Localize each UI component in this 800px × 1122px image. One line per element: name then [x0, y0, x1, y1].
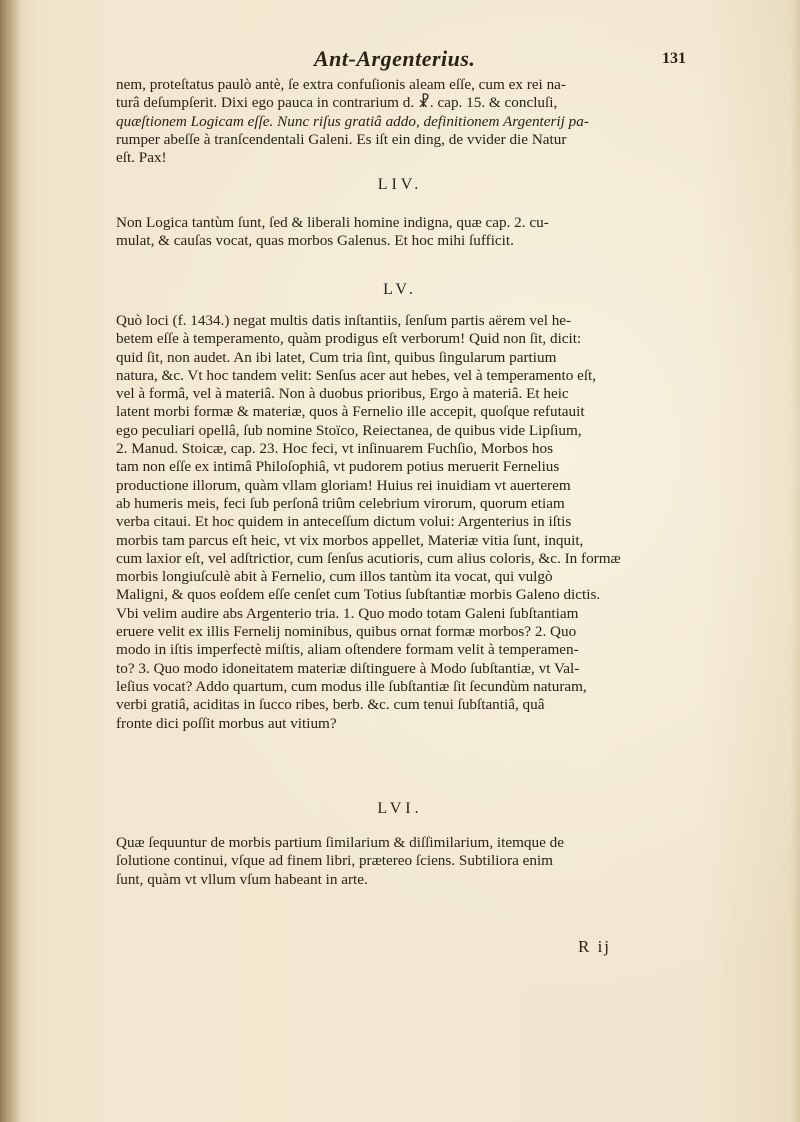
binding-gutter	[0, 0, 22, 1122]
text-line: Non Logica tantùm ſunt, ſed & liberali homine indigna, quæ cap. 2. cu-	[116, 214, 549, 231]
text-line: 2. Manud. Stoicæ, cap. 23. Hoc feci, vt inſinuarem Fuchſio, Morbos hos	[116, 440, 554, 458]
text-line: cum laxior eſt, vel adſtrictior, cum ſenſus acutioris, cum alius coloris, &c. In formæ	[116, 549, 621, 567]
section-liv-paragraph	[116, 214, 686, 251]
continuation-paragraph	[116, 76, 686, 167]
text-line: fronte dici poſſit morbus aut vitium?	[116, 714, 337, 732]
text-line: morbis tam parcus eſt heic, vt vix morbos appellet, Materiæ vitia ſunt, inquit,	[116, 531, 584, 549]
text-line: tam non eſſe ex intimâ Philoſophiâ, vt pudorem potius meruerit Fernelius	[116, 458, 560, 476]
text-line: verba citaui. Et hoc quidem in anteceſſum dictum volui: Argenterius in iſtis	[116, 513, 572, 531]
running-title: Ant-Argenterius.	[314, 46, 476, 71]
text-line: vel à formâ, vel à materiâ. Non à duobus prioribus, Ergo à materiâ. Et heic	[116, 385, 569, 403]
text-line: verbi gratiâ, aciditas in ſucco ribes, berb. &c. cum tenui ſubſtantiâ, quâ	[116, 696, 545, 714]
section-heading-liv: LIV.	[377, 176, 423, 193]
catchword: R ij	[578, 937, 612, 956]
text-line: Maligni, & quos eoſdem eſſe cenſet cum Totius ſubſtantiæ morbis Galeno dictis.	[116, 586, 601, 604]
text-line: nem, proteſtatus paulò antè, ſe extra confuſionis aleam eſſe, cum ex rei na-	[116, 76, 566, 93]
text-line: ego peculiari opellâ, ſub nomine Stoïco, Reiectanea, de quibus vide Lipſium,	[116, 421, 582, 439]
text-line: Vbi velim audire abs Argenterio tria. 1. Quo modo totam Galeni ſubſtantiam	[116, 604, 579, 622]
text-line: mulat, & cauſas vocat, quas morbos Galenus. Et hoc mihi ſufficit.	[116, 232, 514, 250]
text-line: modo in iſtis imperfectè miſtis, aliam oſtendere formam velit à temperamen-	[116, 641, 579, 659]
text-line: quid ſit, non audet. An ibi latet, Cum tria ſint, quibus ſingularum partium	[116, 348, 557, 366]
text-line: turâ deſumpſerit. Dixi ego pauca in contrarium d. ☧. cap. 15. & concluſi,	[116, 94, 558, 112]
text-line: eſt. Pax!	[116, 149, 167, 167]
text-line: ſolutione continui, vſque ad finem libri, prætereo ſciens. Subtiliora enim	[116, 852, 553, 870]
text-line: Quæ ſequuntur de morbis partium ſimilarium & diſſimilarium, itemque de	[116, 834, 564, 851]
text-line: morbis longiuſculè abit à Fernelio, cum illos tantùm ita vocat, qui vulgò	[116, 568, 553, 586]
text-line: natura, &c. Vt hoc tandem velit: Senſus acer aut hebes, vel à temperamento eſt,	[116, 366, 597, 384]
section-lv-paragraph	[116, 312, 686, 733]
page-number: 131	[662, 50, 686, 67]
text-line: Quò loci (f. 1434.) negat multis datis inſtantiis, ſenſum partis aërem vel he-	[116, 312, 572, 329]
text-line: productione illorum, quàm vllam gloriam! Huius rei inuidiam vt auerterem	[116, 476, 571, 494]
text-line: rumper abeſſe à tranſcendentali Galeni. Es iſt ein ding, de vvider die Natur	[116, 130, 567, 148]
text-line: quæſtionem Logicam eſſe. Nunc riſus gratiâ addo, definitionem Argenterij pa-	[116, 112, 589, 130]
section-heading-lvi: LVI.	[377, 800, 423, 817]
section-heading-lv: LV.	[383, 281, 417, 298]
text-line: eruere velit ex illis Fernelij nominibus, quibus ornat formæ morbos? 2. Quo	[116, 623, 577, 641]
section-lvi-paragraph	[116, 834, 686, 889]
text-line: to? 3. Quo modo idoneitatem materiæ diſtinguere à Modo ſubſtantiæ, vt Val-	[116, 659, 580, 677]
text-line: ſunt, quàm vt vllum vſum habeant in arte.	[116, 870, 368, 888]
text-line: leſius vocat? Addo quartum, cum modus ille ſubſtantiæ ſit ſecundùm naturam,	[116, 677, 587, 695]
text-line: latent morbi formæ & materiæ, quos à Fernelio ille accepit, quoſque refutauit	[116, 403, 585, 421]
text-line: ab humeris meis, feci ſub perſonâ triûm celebrium virorum, quorum etiam	[116, 494, 565, 512]
page-header	[108, 46, 686, 76]
text-line: betem eſſe à temperamento, quàm prodigus eſt verborum! Quid non ſit, dicit:	[116, 330, 582, 348]
